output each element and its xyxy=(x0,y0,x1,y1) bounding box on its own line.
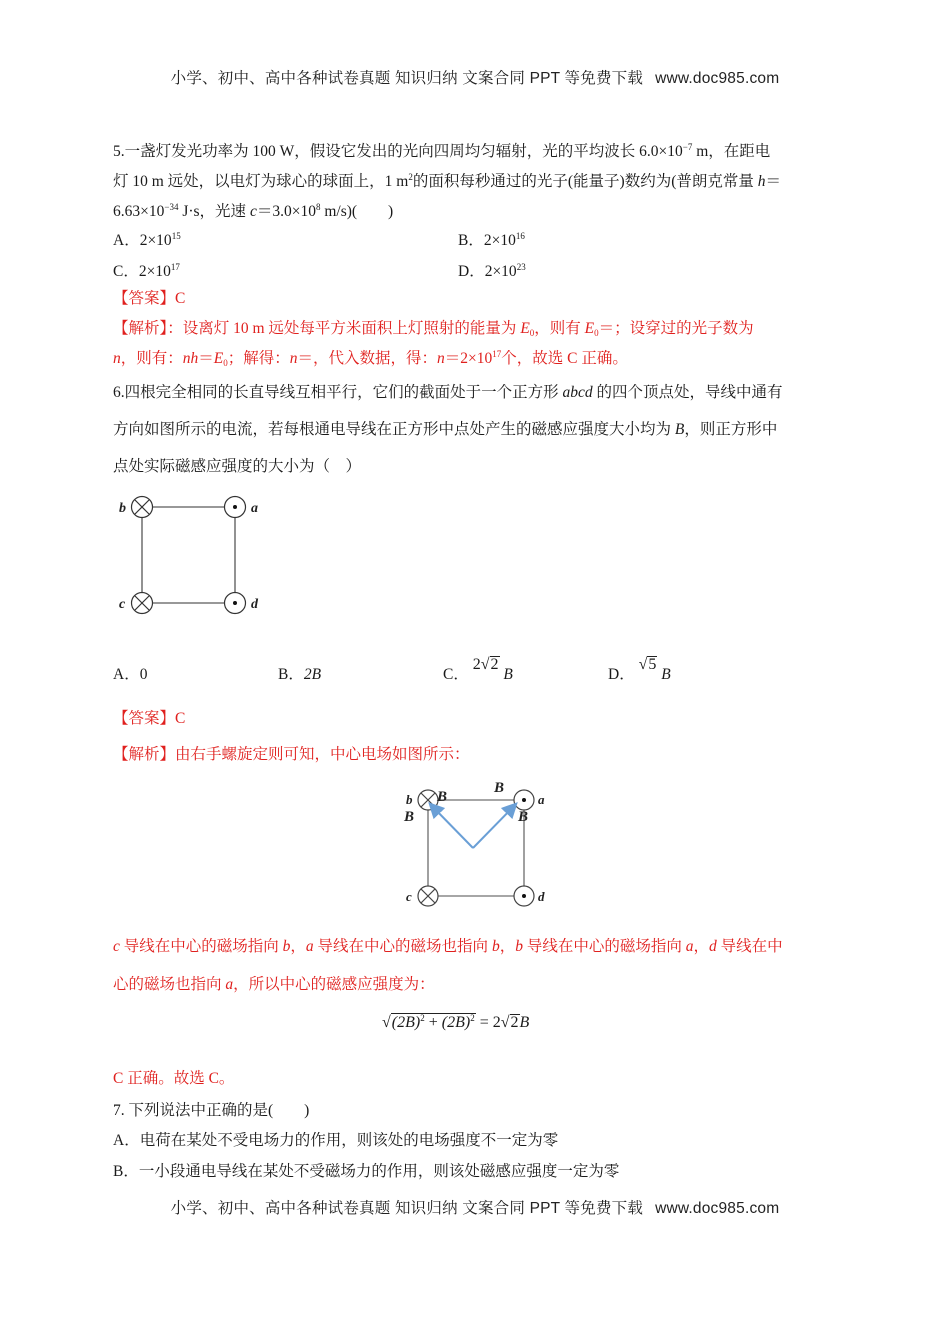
field-vector-arrows xyxy=(431,805,515,848)
q6-stem-line2: 方向如图所示的电流，若每根通电导线在正方形中点处产生的磁感应强度大小均为 B，则正方形中 xyxy=(113,421,778,438)
q6-wire-square-figure xyxy=(105,485,275,620)
wire-c-into-page-icon xyxy=(418,886,438,906)
label-d: d xyxy=(538,889,545,904)
page-footer xyxy=(0,1196,950,1218)
q5-analysis-line2: n，则有：$nh=E_0$；解得：n＝，代入数据，得：$n=2\times 10^{17}$个，故选 C 正确。 xyxy=(113,349,628,368)
q6-answer: 【答案】C xyxy=(113,710,186,727)
label-B-1: B xyxy=(437,789,448,805)
label-d: d xyxy=(251,597,258,612)
label-B-2: B xyxy=(404,809,415,825)
q6-option-d: D． √5 B xyxy=(608,656,671,683)
q7-stem: 7. 下列说法中正确的是( ) xyxy=(113,1102,310,1119)
wire-a-out-of-page-icon xyxy=(225,497,246,518)
q5-stem-line1: 5.一盏灯发光功率为 100 W，假设它发出的光向四周均匀辐射，光的平均波长 $6.0\times 10^{-7}$ m，在距电 xyxy=(113,142,771,160)
label-B-3: B xyxy=(494,780,505,796)
wire-c-into-page-icon xyxy=(132,593,153,614)
q5-option-a: A．$2\times 10^{15}$ xyxy=(113,231,181,249)
q5-analysis-line1: 【解析】：设离灯 10 m 远处每平方米面积上灯照射的能量为 $E_0$，则有 $E_0=$；设穿过的光子数为 xyxy=(113,320,754,338)
q6-conclusion: C 正确。故选 C。 xyxy=(113,1070,235,1087)
q6-stem-line1: 6.四根完全相同的长直导线互相平行，它们的截面处于一个正方形 abcd 的四个顶点处，导线中通有 xyxy=(113,384,783,401)
q5-option-c: C．$2\times 10^{17}$ xyxy=(113,262,180,280)
q7-option-b: B．一小段通电导线在某处不受磁场力的作用，则该处磁感应强度一定为零 xyxy=(113,1163,620,1180)
label-c: c xyxy=(406,889,412,904)
footer-url: www.doc985.com xyxy=(655,1200,780,1217)
header-text: 小学、初中、高中各种试卷真题 知识归纳 文案合同 PPT 等免费下载 xyxy=(170,70,644,87)
label-b: b xyxy=(119,501,126,516)
wire-b-into-page-icon xyxy=(132,497,153,518)
wire-b-into-page-icon xyxy=(418,790,438,810)
wire-d-out-of-page-icon xyxy=(514,886,534,906)
header-url: www.doc985.com xyxy=(655,70,780,87)
q6-stem-line3: 点处实际磁感应强度的大小为（ ） xyxy=(113,458,362,475)
label-c: c xyxy=(119,597,126,612)
label-a: a xyxy=(538,792,545,807)
wire-a-out-of-page-icon xyxy=(514,790,534,810)
label-a: a xyxy=(251,501,258,516)
q6-explanation-line1: c 导线在中心的磁场指向 b，a 导线在中心的磁场也指向 b，b 导线在中心的磁场指向 a，d 导线在中 xyxy=(113,938,783,955)
q6-explanation-line2: 心的磁场也指向 a，所以中心的磁感应强度为： xyxy=(113,976,435,993)
q6-option-b: B．2B xyxy=(278,666,322,683)
q5-answer: 【答案】C xyxy=(113,290,186,307)
q6-formula: $√(2B)^2 + (2B)^2 = 2√2B$ xyxy=(382,1013,530,1031)
q5-stem-line2: 灯 10 m 远处，以电灯为球心的球面上，1 $m^2$的面积每秒通过的光子(能量子)数约为(普朗克常量 h＝ xyxy=(113,172,782,190)
q6-option-a: A．0 xyxy=(113,666,148,683)
label-b: b xyxy=(406,792,413,807)
q5-option-b: B．$2\times 10^{16}$ xyxy=(458,231,525,249)
footer-text: 小学、初中、高中各种试卷真题 知识归纳 文案合同 PPT 等免费下载 xyxy=(170,1200,644,1217)
q7-option-a: A．电荷在某处不受电场力的作用，则该处的电场强度不一定为零 xyxy=(113,1132,559,1149)
wire-d-out-of-page-icon xyxy=(225,593,246,614)
q6-field-vector-figure xyxy=(390,770,560,915)
q6-option-c: C． 2√2 B xyxy=(443,656,513,683)
page-header xyxy=(0,66,950,88)
q5-option-d: D．$2\times 10^{23}$ xyxy=(458,262,526,280)
q5-stem-line3: $6.63\times 10^{-34}$ J·s，光速 $c=3.0\times 10^8$ m/s)( ) xyxy=(113,202,394,220)
label-B-4: B xyxy=(518,809,529,825)
q6-analysis-intro: 【解析】由右手螺旋定则可知，中心电场如图所示： xyxy=(113,746,470,763)
